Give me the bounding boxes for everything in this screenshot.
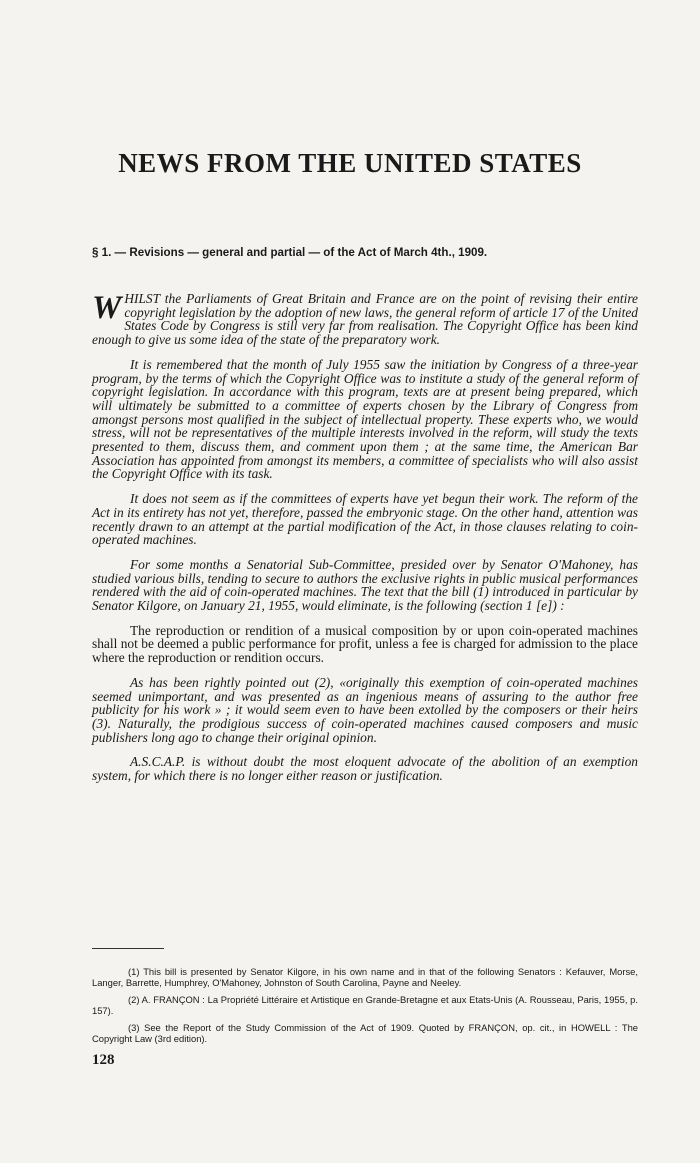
paragraph-4: For some months a Senatorial Sub-Committee, presided over by Senator O'Mahoney, has studied various bills, tending to secure to authors the exclusive rights in public musical performances rendered with the aid of coin-operated machines. The text that the bill (1) introduced in particular by Senator Kilgore, on January 21, 1955, would eliminate, is the following (section 1 [e]) :	[92, 556, 638, 614]
quoted-statute: The reproduction or rendition of a musical composition by or upon coin-operated machines shall not be deemed a public performance for profit, unless a fee is charged for admission to the place where the reproduction or rendition occurs.	[92, 622, 638, 666]
paragraph-1-text: HILST the Parliaments of Great Britain and France are on the point of revising their entire copyright legislation by the adoption of new laws, the general reform of article 17 of the United States Code by Congress is still very far from realisation. The Copyright Office has been kind enough to give us some idea of the state of the preparatory work.	[92, 291, 638, 348]
footnotes	[92, 966, 638, 1050]
paragraph-3: It does not seem as if the committees of experts have yet begun their work. The reform of the Act in its entirety has not yet, therefore, passed the embryonic stage. On the other hand, attention was recently drawn to an attempt at the partial modification of the Act, in those clauses relating to coin-operated machines.	[92, 491, 638, 548]
footnote-3: (3) See the Report of the Study Commission of the Act of 1909. Quoted by FRANÇON, op. cit., in HOWELL : The Copyright Law (3rd edition).	[92, 1022, 638, 1044]
section-heading: § 1. — Revisions — general and partial — of the Act of March 4th., 1909.	[92, 246, 488, 259]
page-number: 128	[92, 1052, 115, 1068]
paragraph-2: It is remembered that the month of July 1955 saw the initiation by Congress of a three-year program, by the terms of which the Copyright Office was to institute a study of the general reform of copyright legislation. In accordance with this program, texts are at present being prepared, which will ultimately be submitted to a committee of experts chosen by the Library of Congress from amongst persons most qualified in the subject of intellectual property. These experts who, we would stress, will not be representatives of the multiple interests involved in the reform, will study the texts presented to them, discuss them, and comment upon them ; at the same time, the American Bar Association has appointed from amongst its members, a committee of specialists who will also assist the Copyright Office with its task.	[92, 356, 638, 482]
footnote-divider	[92, 948, 164, 949]
page-title: NEWS FROM THE UNITED STATES	[118, 148, 582, 178]
paragraph-1	[92, 292, 638, 347]
body-text	[92, 292, 638, 794]
paragraph-7: A.S.C.A.P. is without doubt the most eloquent advocate of the abolition of an exemption system, for which there is no longer either reason or justification.	[92, 754, 638, 784]
footnote-1: (1) This bill is presented by Senator Kilgore, in his own name and in that of the following Senators : Kefauver, Morse, Langer, Barrette, Humphrey, O'Mahoney, Johnston of South Carolina, Payne and Neeley.	[92, 966, 638, 988]
paragraph-6: As has been rightly pointed out (2), «originally this exemption of coin-operated machines seemed unimportant, and was presented as an ingenious means of assuring to the author free publicity for his work » ; it would seem even to have been extolled by the composers or their heirs (3). Naturally, the prodigious success of coin-operated machines caused composers and music publishers long ago to change their original opinion.	[92, 674, 638, 745]
footnote-2: (2) A. FRANÇON : La Propriété Littéraire et Artistique en Grande-Bretagne et aux Etats-Unis (A. Rousseau, Paris, 1955, p. 157).	[92, 994, 638, 1016]
drop-cap: W	[92, 290, 122, 326]
